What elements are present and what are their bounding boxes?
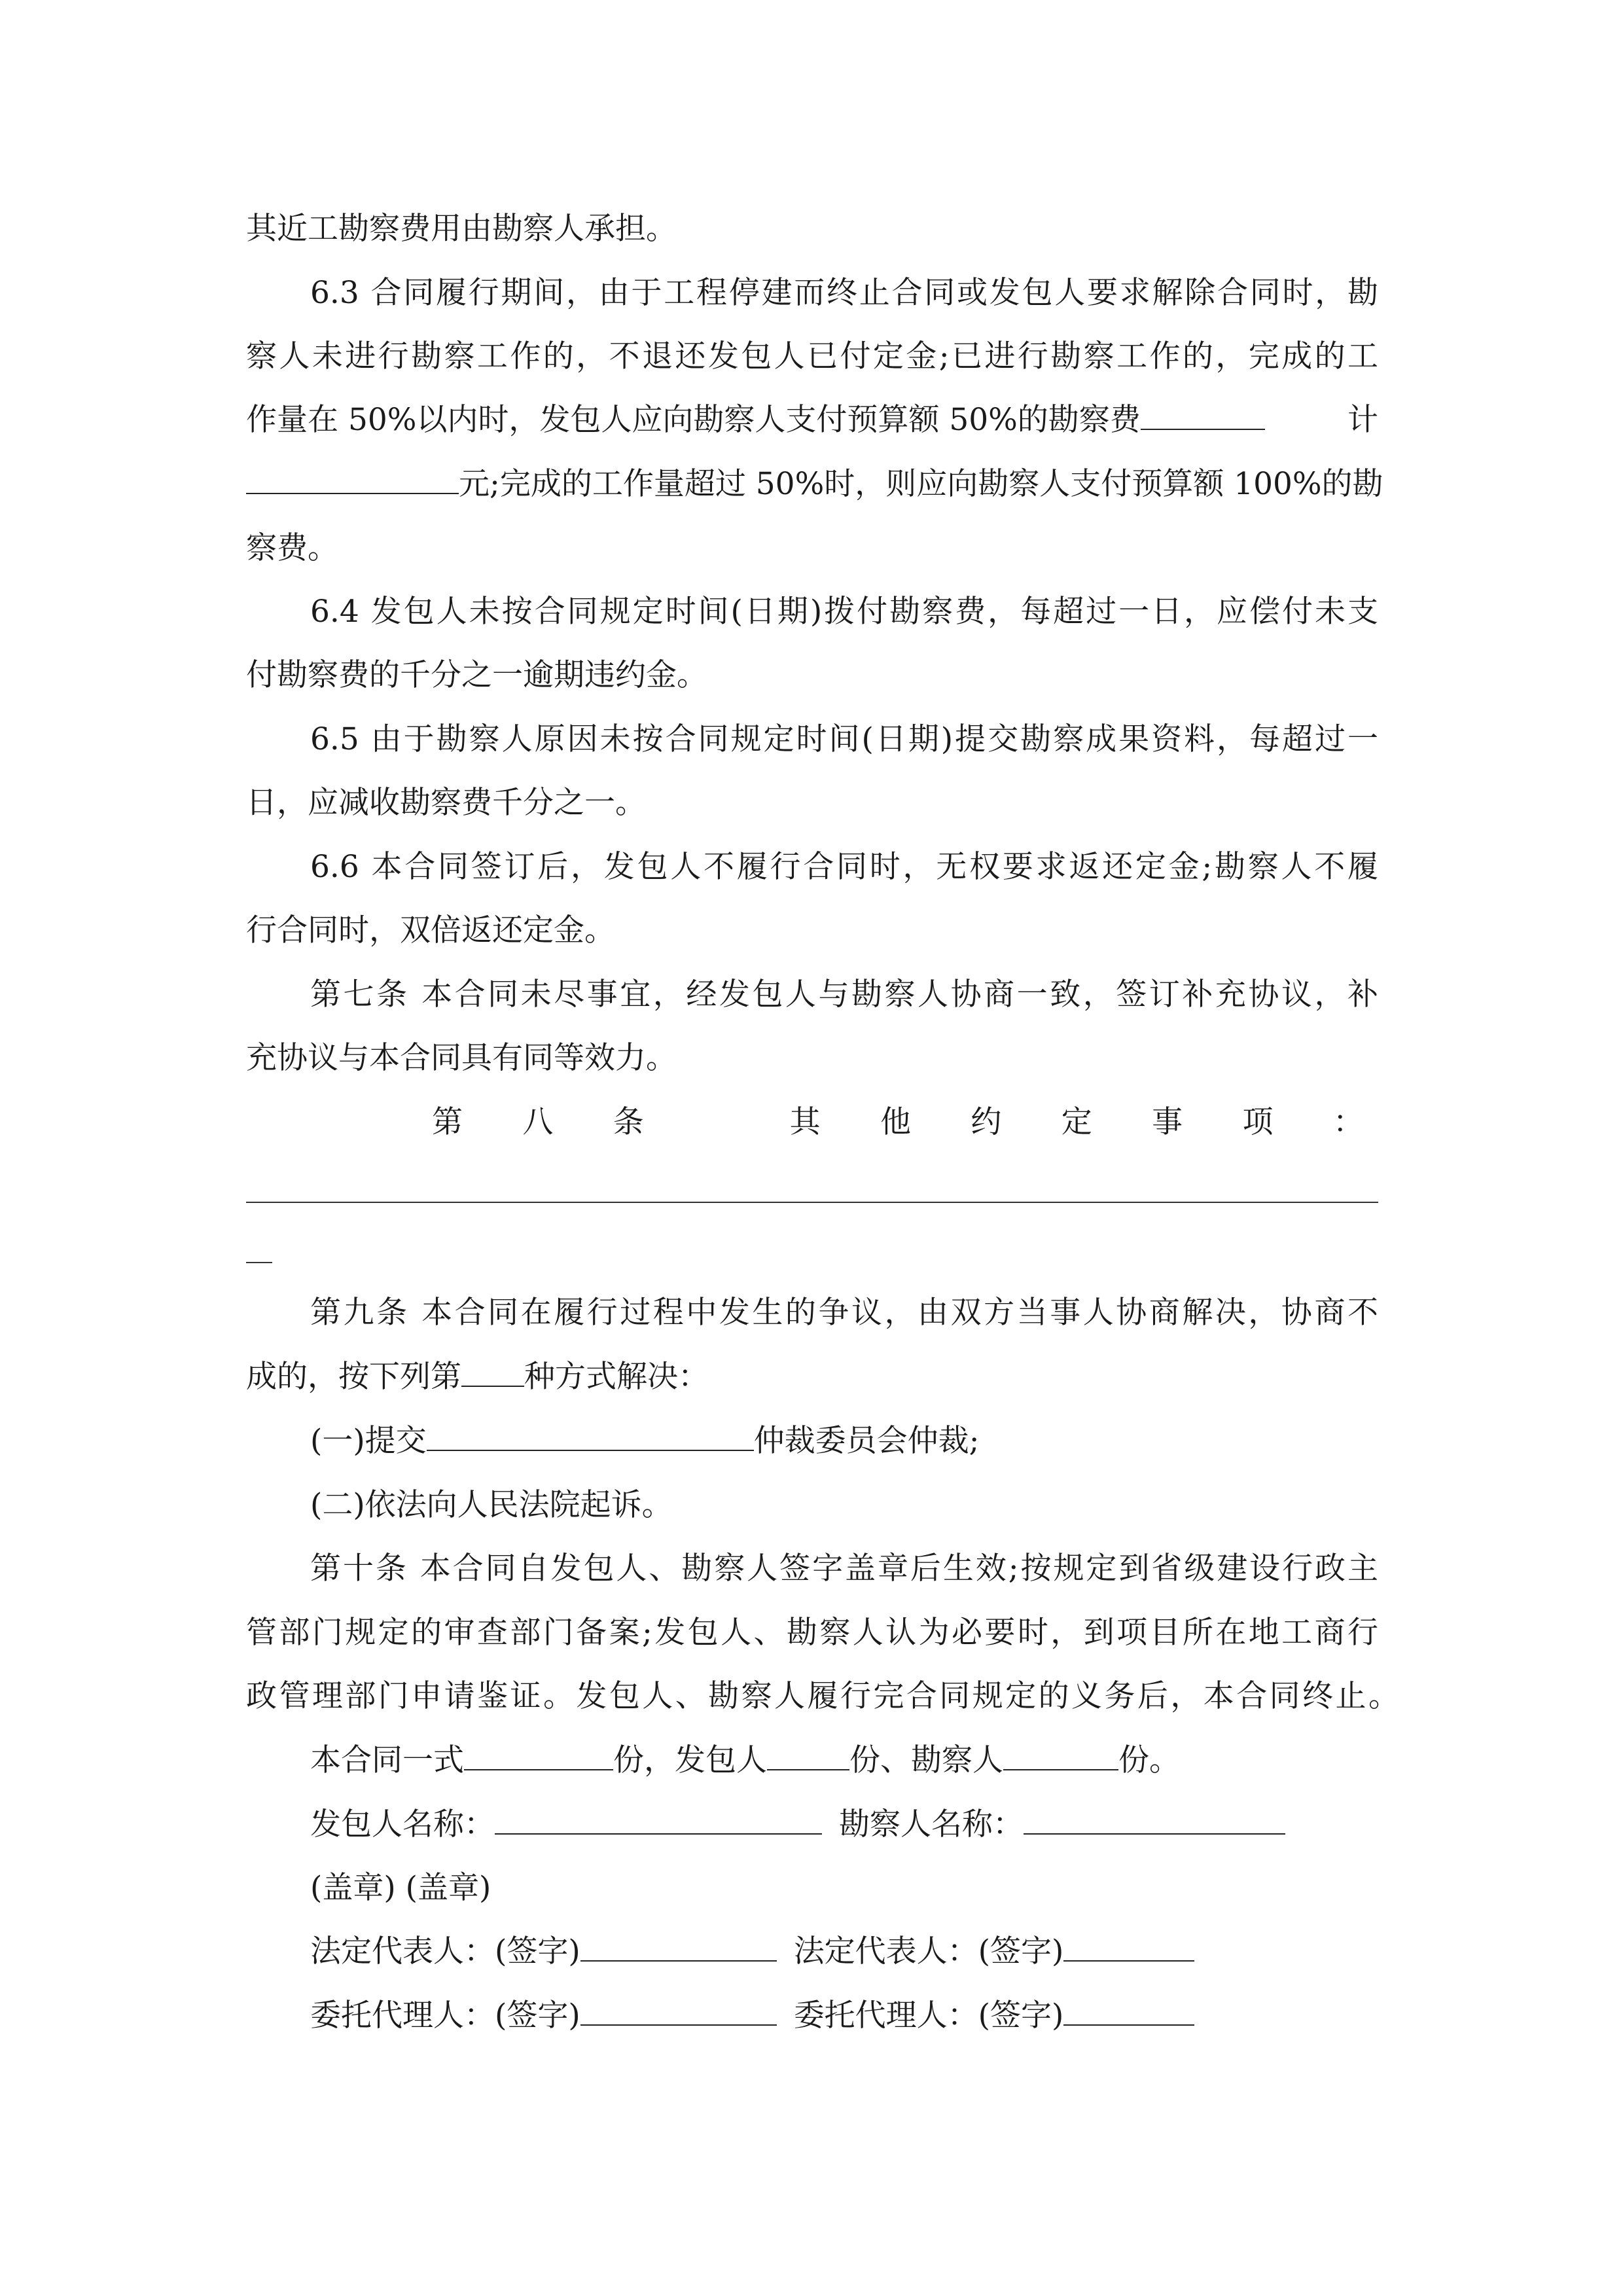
line-text: (盖章) (盖章) — [310, 1870, 491, 1906]
text-line — [246, 783, 1378, 823]
line-text: 第七条 本合同未尽事宜，经发包人与勘察人协商一致，签订补充协议，补 — [310, 977, 1378, 1013]
blank-field[interactable] — [767, 1743, 849, 1770]
blank-rule[interactable] — [246, 1202, 1378, 1203]
text-line — [310, 1486, 1378, 1525]
line-text: 元;完成的工作量超过 50%时，则应向勘察人支付预算额 100%的勘 — [459, 466, 1383, 502]
heading-char: 事 — [1152, 1104, 1183, 1140]
text-line — [246, 911, 1378, 950]
clause-6-5 — [310, 720, 1378, 759]
copies-line — [310, 1741, 1378, 1780]
text-line — [246, 1613, 1378, 1653]
line-text: 委托代理人：(签字) — [793, 1998, 1064, 2034]
blank-field[interactable] — [580, 1934, 777, 1962]
article-7 — [310, 975, 1378, 1014]
line-text: 成的，按下列第 — [246, 1359, 461, 1395]
text-line — [246, 1039, 1378, 1078]
line-text: (一)提交 — [310, 1423, 427, 1459]
heading-char: 第 — [432, 1104, 463, 1140]
article-8-heading — [432, 1103, 1364, 1142]
line-text: 第十条 本合同自发包人、勘察人签字盖章后生效;按规定到省级建设行政主 — [310, 1551, 1378, 1587]
line-text: 第九条 本合同在履行过程中发生的争议，由双方当事人协商解决，协商不 — [310, 1295, 1378, 1331]
article-10 — [310, 1549, 1378, 1588]
text-line — [246, 529, 1378, 568]
blank-field[interactable] — [1003, 1743, 1118, 1770]
heading-char: 项 — [1242, 1104, 1274, 1140]
blank-field[interactable] — [461, 1359, 524, 1387]
line-text: 6.6 本合同签订后，发包人不履行合同时，无权要求返还定金;勘察人不履 — [310, 849, 1378, 885]
blank-rule-end — [246, 1262, 272, 1263]
text-line — [246, 1677, 1399, 1716]
blank-field[interactable] — [495, 1807, 822, 1835]
line-text: 法定代表人：(签字) — [310, 1933, 580, 1969]
line-text: 察人未进行勘察工作的，不退还发包人已付定金;已进行勘察工作的，完成的工 — [246, 338, 1378, 374]
line-text: 政管理部门申请鉴证。发包人、勘察人履行完合同规定的义务后，本合同终止。 — [246, 1678, 1399, 1714]
line-text: 行合同时，双倍返还定金。 — [246, 912, 615, 948]
heading-char: 他 — [880, 1104, 911, 1140]
line-text: 份，发包人 — [613, 1742, 767, 1778]
blank-field[interactable] — [427, 1424, 754, 1451]
line-text: 日，应减收勘察费千分之一。 — [246, 785, 646, 821]
seal-line — [310, 1869, 1378, 1908]
heading-char: 八 — [522, 1104, 554, 1140]
heading-char: 定 — [1061, 1104, 1092, 1140]
clause-6-6 — [310, 848, 1378, 887]
line-text: 6.5 由于勘察人原因未按合同规定时间(日期)提交勘察成果资料，每超过一 — [310, 721, 1378, 757]
blank-field[interactable] — [1141, 403, 1265, 430]
blank-field[interactable] — [1063, 1934, 1194, 1962]
line-text: 充协议与本合同具有同等效力。 — [246, 1040, 677, 1076]
blank-field[interactable] — [1024, 1807, 1285, 1835]
line-text: 勘察人名称： — [839, 1806, 1024, 1842]
text-line — [246, 656, 1378, 695]
clause-6-4 — [310, 592, 1378, 632]
heading-char: 条 — [613, 1104, 644, 1140]
text-line — [246, 465, 1383, 504]
line-text: 发包人名称： — [310, 1806, 495, 1842]
line-text: 种方式解决： — [524, 1359, 709, 1395]
party-names-line — [310, 1805, 1378, 1844]
line-text: 察费。 — [246, 530, 338, 566]
line-text: 6.3 合同履行期间，由于工程停建而终止合同或发包人要求解除合同时，勘 — [310, 275, 1378, 311]
heading-char: 其 — [789, 1104, 821, 1140]
line-text: 计 — [1347, 402, 1378, 438]
text-line — [246, 337, 1378, 376]
heading-gap — [704, 1103, 730, 1142]
article-9 — [310, 1293, 1378, 1333]
line-text: 付勘察费的千分之一逾期违约金。 — [246, 657, 707, 693]
agent-line — [310, 1996, 1378, 2036]
line-text: 份、勘察人 — [849, 1742, 1003, 1778]
line-text: (二)依法向人民法院起诉。 — [310, 1487, 673, 1523]
legal-rep-line — [310, 1932, 1378, 1971]
line-text: 本合同一式 — [310, 1742, 464, 1778]
blank-field[interactable] — [464, 1743, 613, 1770]
line-text: 6.4 发包人未按合同规定时间(日期)拨付勘察费，每超过一日，应偿付未支 — [310, 594, 1378, 630]
blank-field[interactable] — [580, 1998, 777, 2026]
blank-field[interactable] — [1063, 1998, 1194, 2026]
text-line — [246, 209, 1378, 249]
text-line — [246, 1357, 1378, 1397]
heading-char: ： — [1332, 1104, 1364, 1140]
text-line — [310, 1422, 1378, 1461]
line-text: 份。 — [1118, 1742, 1180, 1778]
heading-char: 约 — [971, 1104, 1002, 1140]
text-line — [246, 401, 1378, 440]
line-text: 委托代理人：(签字) — [310, 1998, 580, 2034]
clause-6-3 — [310, 274, 1378, 313]
line-text: 其近工勘察费用由勘察人承担。 — [246, 211, 677, 247]
blank-field[interactable] — [246, 467, 459, 494]
line-text: 法定代表人：(签字) — [793, 1933, 1064, 1969]
line-text: 管部门规定的审查部门备案;发包人、勘察人认为必要时，到项目所在地工商行 — [246, 1615, 1378, 1651]
line-text: 仲裁委员会仲裁; — [753, 1423, 980, 1459]
line-text: 作量在 50%以内时，发包人应向勘察人支付预算额 50%的勘察费 — [246, 402, 1141, 438]
